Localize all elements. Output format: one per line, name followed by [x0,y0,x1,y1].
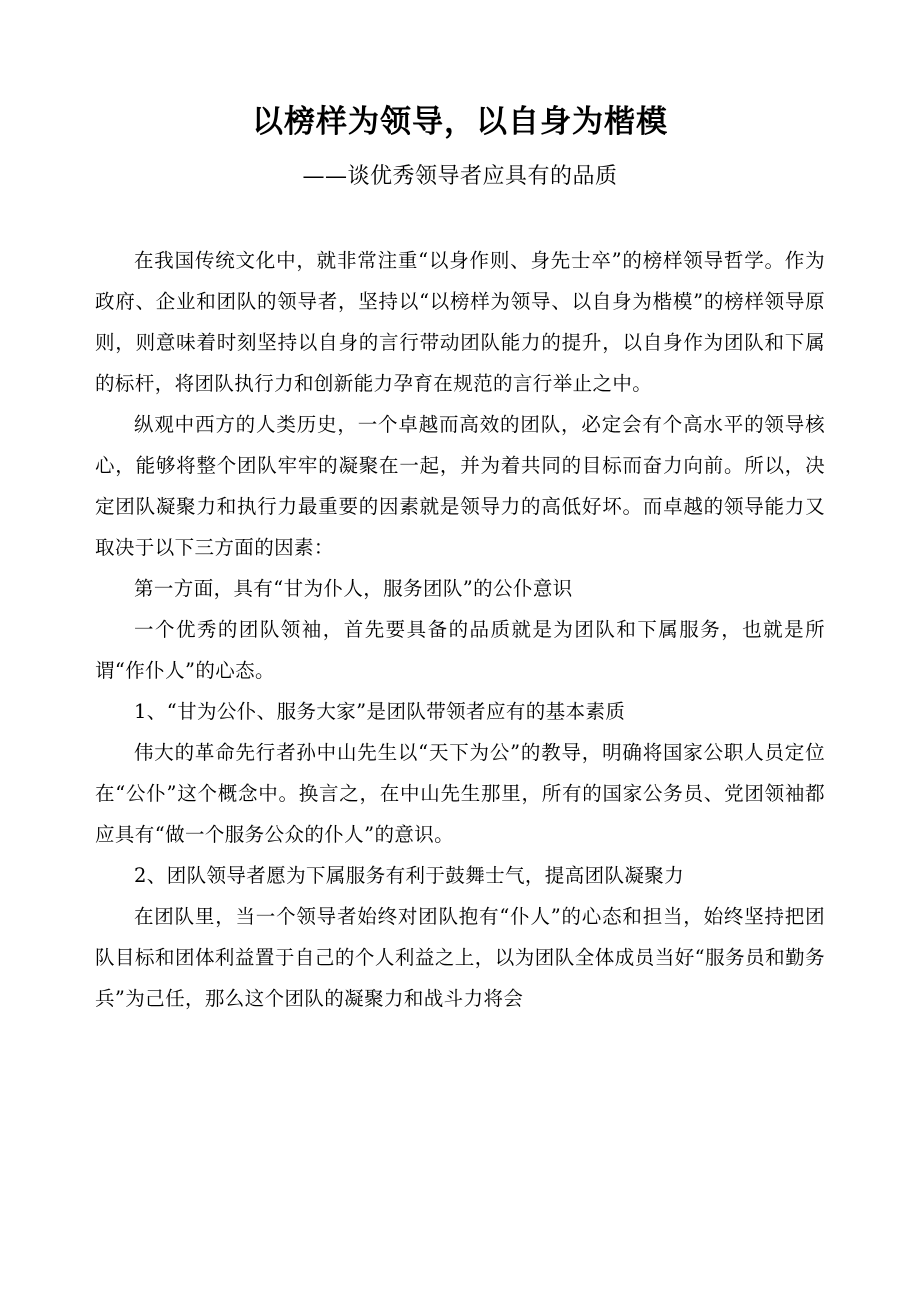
document-content [95,0,825,1019]
paragraph: 在团队里，当一个领导者始终对团队抱有“仆人”的心态和担当，始终坚持把团队目标和团体利益置于自己的个人利益之上，以为团队全体成员当好“服务员和勤务兵”为己任，那么这个团队的凝聚力和战斗力将会 [95,904,825,1010]
paragraph: 一个优秀的团队领袖，首先要具备的品质就是为团队和下属服务，也就是所谓“作仆人”的心态。 [95,617,825,682]
paragraph: 2、团队领导者愿为下属服务有利于鼓舞士气，提高团队凝聚力 [134,863,685,887]
document-body [95,240,825,1019]
paragraph: 纵观中西方的人类历史，一个卓越而高效的团队，必定会有个高水平的领导核心，能够将整个团队牢牢的凝聚在一起，并为着共同的目标而奋力向前。所以，决定团队凝聚力和执行力最重要的因素就是领导力的高低好坏。而卓越的领导能力又取决于以下三方面的因素： [95,412,825,559]
paragraph: 伟大的革命先行者孙中山先生以“天下为公”的教导，明确将国家公职人员定位在“公仆”这个概念中。换言之，在中山先生那里，所有的国家公务员、党团领袖都应具有“做一个服务公众的仆人”的意识。 [95,740,825,846]
paragraph: 1、“甘为公仆、服务大家”是团队带领者应有的基本素质 [134,699,626,723]
paragraph: 第一方面，具有“甘为仆人，服务团队”的公仆意识 [134,576,573,600]
paragraph: 在我国传统文化中，就非常注重“以身作则、身先士卒”的榜样领导哲学。作为政府、企业和团队的领导者，坚持以“以榜样为领导、以自身为楷模”的榜样领导原则，则意味着时刻坚持以自身的言行带动团队能力的提升，以自身作为团队和下属的标杆，将团队执行力和创新能力孕育在规范的言行举止之中。 [95,248,825,395]
page-subtitle: ——谈优秀领导者应具有的品质 [302,164,618,190]
page-title: 以榜样为领导，以自身为楷模 [252,104,668,140]
